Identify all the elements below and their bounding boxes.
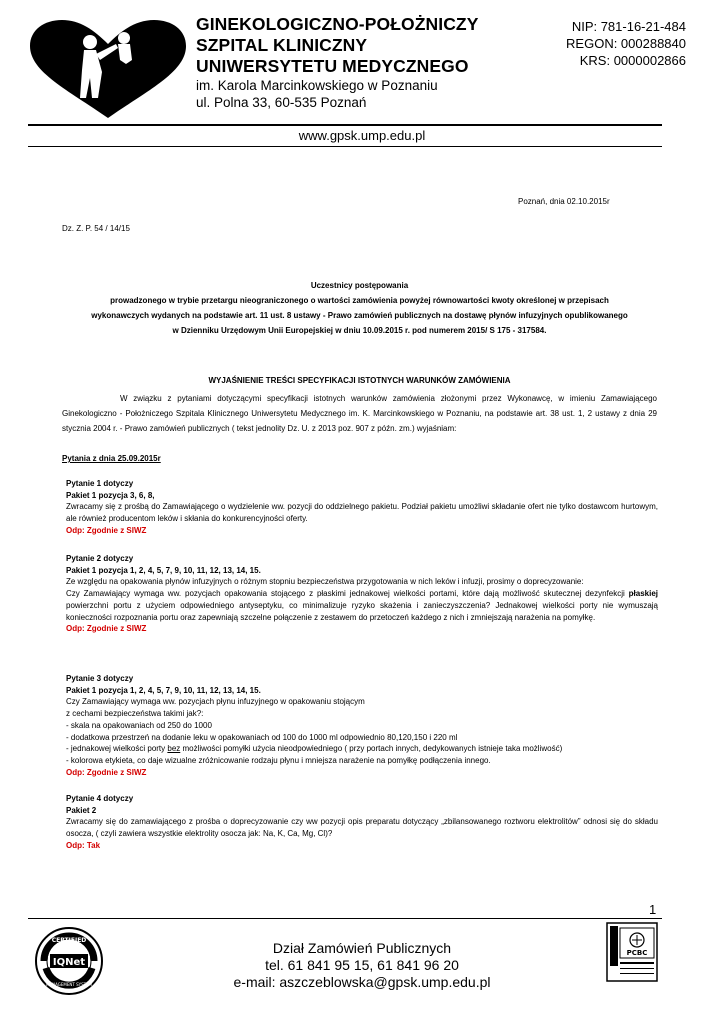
question-2-package: Pakiet 1 pozycja 1, 2, 4, 5, 7, 9, 10, 11, 12, 13, 14, 15. <box>66 565 261 575</box>
question-1-title: Pytanie 1 dotyczy <box>66 479 134 488</box>
hospital-patron: im. Karola Marcinkowskiego w Poznaniu <box>196 78 438 93</box>
question-2-text-bold: płaskiej <box>628 589 658 599</box>
hospital-address <box>196 77 438 111</box>
question-4-text: Zwracamy się do zamawiającego z prośba o doprecyzowanie czy ww pozycji opis preparatu dotyczący „zbilansowanego roztworu elektrolitów” odnosi się do składu osocza, ( czyli zawiera wszystkie elektrolity osocza jak: Na, K, Ca, Mg, Cl)? <box>66 817 658 839</box>
regon-number: REGON: 000288840 <box>566 36 686 51</box>
question-2-title: Pytanie 2 dotyczy <box>66 554 134 563</box>
addressee-line-3: wykonawczych wydanych na podstawie art. 11 ust. 8 ustawy - Prawo zamówień publicznych na dostawę płynów infuzyjnych opublikowanego <box>91 311 628 320</box>
hospital-name-line-3: UNIWERSYTETU MEDYCZNEGO <box>196 56 469 76</box>
svg-text:IQNet: IQNet <box>52 957 86 968</box>
question-4-title: Pytanie 4 dotyczy <box>66 794 134 803</box>
hospital-name <box>196 14 479 77</box>
question-1-text: Zwracamy się z prośbą do Zamawiającego o wydzielenie ww. pozycji do oddzielnego pakietu. Podział pakietu umożliwi składanie ofert nie tylko dostawcom hurtowym, ale również producentom leków i skłania do konkurencyjności oferty. <box>66 502 658 524</box>
question-2 <box>66 553 658 635</box>
website-divider <box>28 146 662 147</box>
letter-reference: Dz. Z. P. 54 / 14/15 <box>62 224 130 233</box>
addressee-block <box>62 278 657 338</box>
company-ids <box>566 18 686 69</box>
question-2-answer: Odp: Zgodnie z SIWZ <box>66 624 147 634</box>
question-4 <box>66 793 658 852</box>
question-1-answer: Odp: Zgodnie z SIWZ <box>66 525 147 535</box>
question-3-item-3-underlined: bez <box>167 744 181 754</box>
svg-text:PCBC: PCBC <box>626 949 648 957</box>
question-2-intro: Ze względu na opakowania płynów infuzyjnych o różnym stopniu bezpieczeństwa przygotowania w nich leków i infuzji, prosimy o doprecyzowanie: <box>66 577 584 587</box>
question-3-title: Pytanie 3 dotyczy <box>66 674 134 683</box>
website-link[interactable]: www.gpsk.ump.edu.pl <box>298 128 426 143</box>
question-3-line-1: Czy Zamawiający wymaga ww. pozycjach płynu infuzyjnego w opakowaniu stojącym <box>66 697 365 707</box>
addressee-line-1: Uczestnicy postępowania <box>310 281 409 290</box>
page-number: 1 <box>649 902 657 917</box>
question-2-text <box>66 588 658 623</box>
svg-text:CERTIFIED: CERTIFIED <box>51 937 87 944</box>
question-4-package: Pakiet 2 <box>66 805 97 815</box>
nip-number: NIP: 781-16-21-484 <box>571 19 686 34</box>
question-1 <box>66 478 658 537</box>
question-3-item-3-a: - jednakowej wielkości porty <box>66 744 168 754</box>
question-2-text-a: Czy Zamawiający wymaga ww. pozycjach opakowania stojącego z płaskimi jednakowej wielkości portami, które dają możliwość skutecznej dezynfekcji <box>66 589 629 599</box>
letter-date: Poznań, dnia 02.10.2015r <box>518 197 610 206</box>
heart-mother-child-logo <box>28 20 188 120</box>
svg-text:MANAGEMENT SYSTEM: MANAGEMENT SYSTEM <box>45 982 93 987</box>
question-4-answer: Odp: Tak <box>66 840 101 850</box>
krs-number: KRS: 0000002866 <box>579 53 686 68</box>
pcbc-certification-mark <box>606 922 658 982</box>
section-heading: WYJAŚNIENIE TREŚCI SPECYFIKACJI ISTOTNYCH WARUNKÓW ZAMÓWIENIA <box>208 376 511 385</box>
hospital-street: ul. Polna 33, 60-535 Poznań <box>196 95 367 110</box>
footer-phone: tel. 61 841 95 15, 61 841 96 20 <box>265 957 459 973</box>
question-1-package: Pakiet 1 pozycja 3, 6, 8, <box>66 490 155 500</box>
question-2-text-b: powierzchni portu z użyciem odpowiedniego antyseptyku, co minimalizuje ryzyko skażenia i zanieczyszczenia? Jednakowej wielkości porty nie wymuszają konieczności rozpoznania portu oraz zapewniają szczelne połączenie z zestawem do przetoczeń każdego z nich i zmniejszają narażenia na pomyłkę. <box>66 600 658 622</box>
question-3-item-3-b: możliwości pomyłki użycia nieodpowiedniego ( przy portach innych, dedykowanych istnieje taka możliwość) <box>180 744 563 754</box>
footer-email[interactable]: e-mail: aszczeblowska@gpsk.ump.edu.pl <box>233 974 491 990</box>
addressee-line-2: prowadzonego w trybie przetargu nieograniczonego o wartości zamówienia powyżej równowartości kwoty określonej w przepisach <box>110 296 609 305</box>
header-divider <box>28 124 662 126</box>
question-3 <box>66 673 658 778</box>
questions-date: Pytania z dnia 25.09.2015r <box>62 454 161 463</box>
question-3-line-2: z cechami bezpieczeństwa takimi jak?: <box>66 709 204 719</box>
footer-divider <box>28 918 662 919</box>
question-3-package: Pakiet 1 pozycja 1, 2, 4, 5, 7, 9, 10, 11, 12, 13, 14, 15. <box>66 685 261 695</box>
question-3-item-4: - kolorowa etykieta, co daje wizualne zróżnicowanie rodzaju płynu i mniejsza narażenie na pomyłkę podłączenia innego. <box>66 755 491 765</box>
question-3-item-2: - dodatkowa przestrzeń na dodanie leku w opakowaniach od 100 do 1000 ml odpowiednio 80,120,150 i 220 ml <box>66 732 458 742</box>
intro-text: W związku z pytaniami dotyczącymi specyfikacji istotnych warunków zamówienia złożonymi przez Wykonawcę, w imieniu Zamawiającego Ginekologiczno - Położniczego Szpitala Klinicznego Uniwersytetu Medycznego im. K. Marcinkowskiego w Poznaniu, na podstawie art. 38 ust. 1, 2 ustawy z dnia 29 stycznia 2004 r. - Prawo zamówień publicznych ( tekst jednolity Dz. U. z 2013 poz. 907 z późn. zm.) wyjaśniam: <box>62 394 657 433</box>
addressee-line-4: w Dzienniku Urzędowym Unii Europejskiej w dniu 10.09.2015 r. pod numerem 2015/ S 175 - 317584. <box>172 326 547 335</box>
hospital-name-line-2: SZPITAL KLINICZNY <box>196 35 368 55</box>
hospital-name-line-1: GINEKOLOGICZNO-POŁOŻNICZY <box>196 14 479 34</box>
question-3-answer: Odp: Zgodnie z SIWZ <box>66 767 147 777</box>
intro-paragraph <box>62 391 657 436</box>
question-3-item-3 <box>66 743 658 755</box>
question-3-item-1: - skala na opakowaniach od 250 do 1000 <box>66 720 212 730</box>
footer-department: Dział Zamówień Publicznych <box>272 940 452 956</box>
